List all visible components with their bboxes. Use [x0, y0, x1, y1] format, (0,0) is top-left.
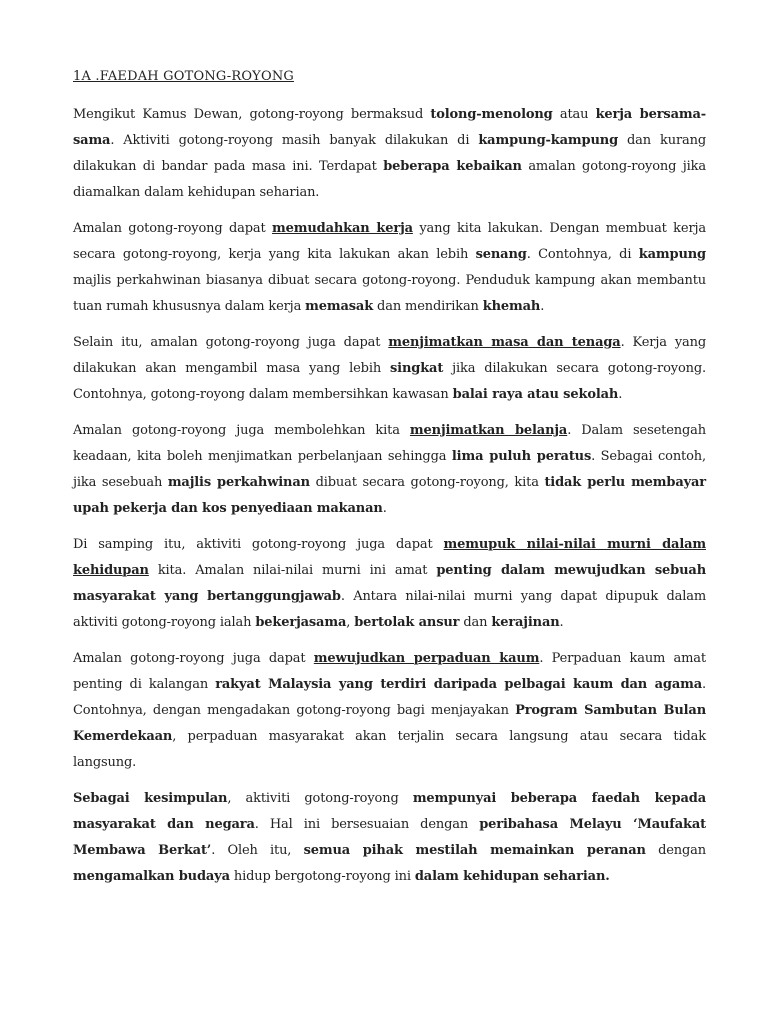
paragraph-kesimpulan: [73, 786, 706, 890]
bold-text: Program Sambutan Bulan Kemerdekaan: [73, 703, 707, 744]
body-text: dan kurang dilakukan di bandar pada masa ini. Terdapat: [73, 133, 706, 174]
bold-text: dalam kehidupan seharian.: [414, 869, 610, 884]
bold-text: mengamalkan budaya: [73, 869, 230, 884]
body-text: .: [618, 387, 623, 402]
body-text: Selain itu, amalan gotong-royong juga dapat: [73, 335, 389, 350]
body-text: . Sebagai contoh, jika sesebuah: [73, 449, 706, 490]
body-text: . Oleh itu,: [211, 843, 304, 858]
body-text: . Kerja yang dilakukan akan mengambil masa yang lebih: [73, 335, 707, 376]
body-text: ,: [346, 615, 355, 630]
body-text: dan: [459, 615, 492, 630]
body-text: dibuat secara gotong-royong, kita: [309, 475, 545, 490]
body-text: yang kita lakukan. Dengan membuat kerja secara gotong-royong, kerja yang kita lakukan akan lebih: [73, 221, 707, 262]
bold-text: singkat: [390, 361, 444, 376]
document-page: [73, 66, 706, 900]
bold-text: rakyat Malaysia yang terdiri daripada pelbagai kaum dan agama: [215, 677, 703, 692]
body-text: , aktiviti gotong-royong: [227, 791, 413, 806]
bold-text: tolong-menolong: [430, 107, 553, 122]
bold-text: semua pihak mestilah memainkan peranan: [303, 843, 646, 858]
bold-text: kerajinan: [491, 615, 560, 630]
body-text: Di samping itu, aktiviti gotong-royong juga dapat: [73, 537, 444, 552]
paragraph-menjimatkan-belanja: [73, 418, 706, 522]
body-text: . Hal ini bersesuaian dengan: [254, 817, 480, 832]
bold-text: majlis perkahwinan: [167, 475, 310, 490]
key-point-text: menjimatkan belanja: [409, 423, 568, 438]
body-text: kita. Amalan nilai-nilai murni ini amat: [148, 563, 437, 578]
key-point-text: memupuk nilai-nilai murni dalam kehidupan: [73, 537, 706, 578]
paragraph-perpaduan-kaum: [73, 646, 706, 776]
body-text: . Antara nilai-nilai murni yang dapat dipupuk dalam aktiviti gotong-royong ialah: [73, 589, 707, 630]
paragraph-menjimatkan-masa: [73, 330, 706, 408]
body-text: dengan: [645, 843, 707, 858]
body-text: Amalan gotong-royong juga dapat: [73, 651, 314, 666]
body-text: .: [559, 615, 564, 630]
key-point-text: memudahkan kerja: [272, 221, 413, 236]
document-heading: 1A .FAEDAH GOTONG-ROYONG: [73, 69, 294, 84]
body-text: majlis perkahwinan biasanya dibuat secara gotong-royong. Penduduk kampung akan membantu tuan rumah khususnya dalam kerja: [73, 273, 706, 314]
bold-text: Sebagai kesimpulan: [73, 791, 228, 806]
bold-text: bertolak ansur: [354, 615, 460, 630]
bold-text: kampung-kampung: [478, 133, 619, 148]
key-point-text: menjimatkan masa dan tenaga: [388, 335, 621, 350]
bold-text: kerja bersama-sama: [73, 107, 707, 148]
bold-text: tidak perlu membayar upah pekerja dan kos penyediaan makanan: [73, 475, 706, 516]
body-text: .: [382, 501, 387, 516]
paragraph-intro: [73, 102, 706, 206]
paragraph-memudahkan-kerja: [73, 216, 706, 320]
bold-text: lima puluh peratus: [451, 449, 592, 464]
body-text: atau: [552, 107, 596, 122]
bold-text: senang: [475, 247, 527, 262]
bold-text: beberapa kebaikan: [383, 159, 522, 174]
body-text: amalan gotong-royong jika diamalkan dalam kehidupan seharian.: [73, 159, 706, 200]
body-text: . Contohnya, dengan mengadakan gotong-royong bagi menjayakan: [73, 677, 707, 718]
bold-text: peribahasa Melayu ‘Maufakat Membawa Berkat’: [73, 817, 706, 858]
body-text: .: [540, 299, 545, 314]
bold-text: balai raya atau sekolah: [452, 387, 619, 402]
key-point-text: mewujudkan perpaduan kaum: [313, 651, 540, 666]
body-text: , perpaduan masyarakat akan terjalin secara langsung atau secara tidak langsung.: [73, 729, 706, 770]
body-text: . Contohnya, di: [526, 247, 639, 262]
bold-text: kampung: [638, 247, 706, 262]
bold-text: memasak: [305, 299, 374, 314]
bold-text: penting dalam mewujudkan sebuah masyarakat yang bertanggungjawab: [73, 563, 706, 604]
body-text: Amalan gotong-royong dapat: [73, 221, 272, 236]
body-text: hidup bergotong-royong ini: [229, 869, 415, 884]
body-text: dan mendirikan: [373, 299, 483, 314]
body-text: jika dilakukan secara gotong-royong. Contohnya, gotong-royong dalam membersihkan kawasan: [73, 361, 706, 402]
bold-text: mempunyai beberapa faedah kepada masyarakat dan negara: [73, 791, 706, 832]
bold-text: bekerjasama: [255, 615, 347, 630]
body-text: . Aktiviti gotong-royong masih banyak dilakukan di: [110, 133, 479, 148]
bold-text: khemah: [482, 299, 541, 314]
body-text: . Perpaduan kaum amat penting di kalangan: [73, 651, 706, 692]
paragraph-nilai-murni: [73, 532, 706, 636]
body-text: . Dalam sesetengah keadaan, kita boleh menjimatkan perbelanjaan sehingga: [73, 423, 706, 464]
body-text: Mengikut Kamus Dewan, gotong-royong bermaksud: [73, 107, 431, 122]
body-text: Amalan gotong-royong juga membolehkan kita: [73, 423, 410, 438]
